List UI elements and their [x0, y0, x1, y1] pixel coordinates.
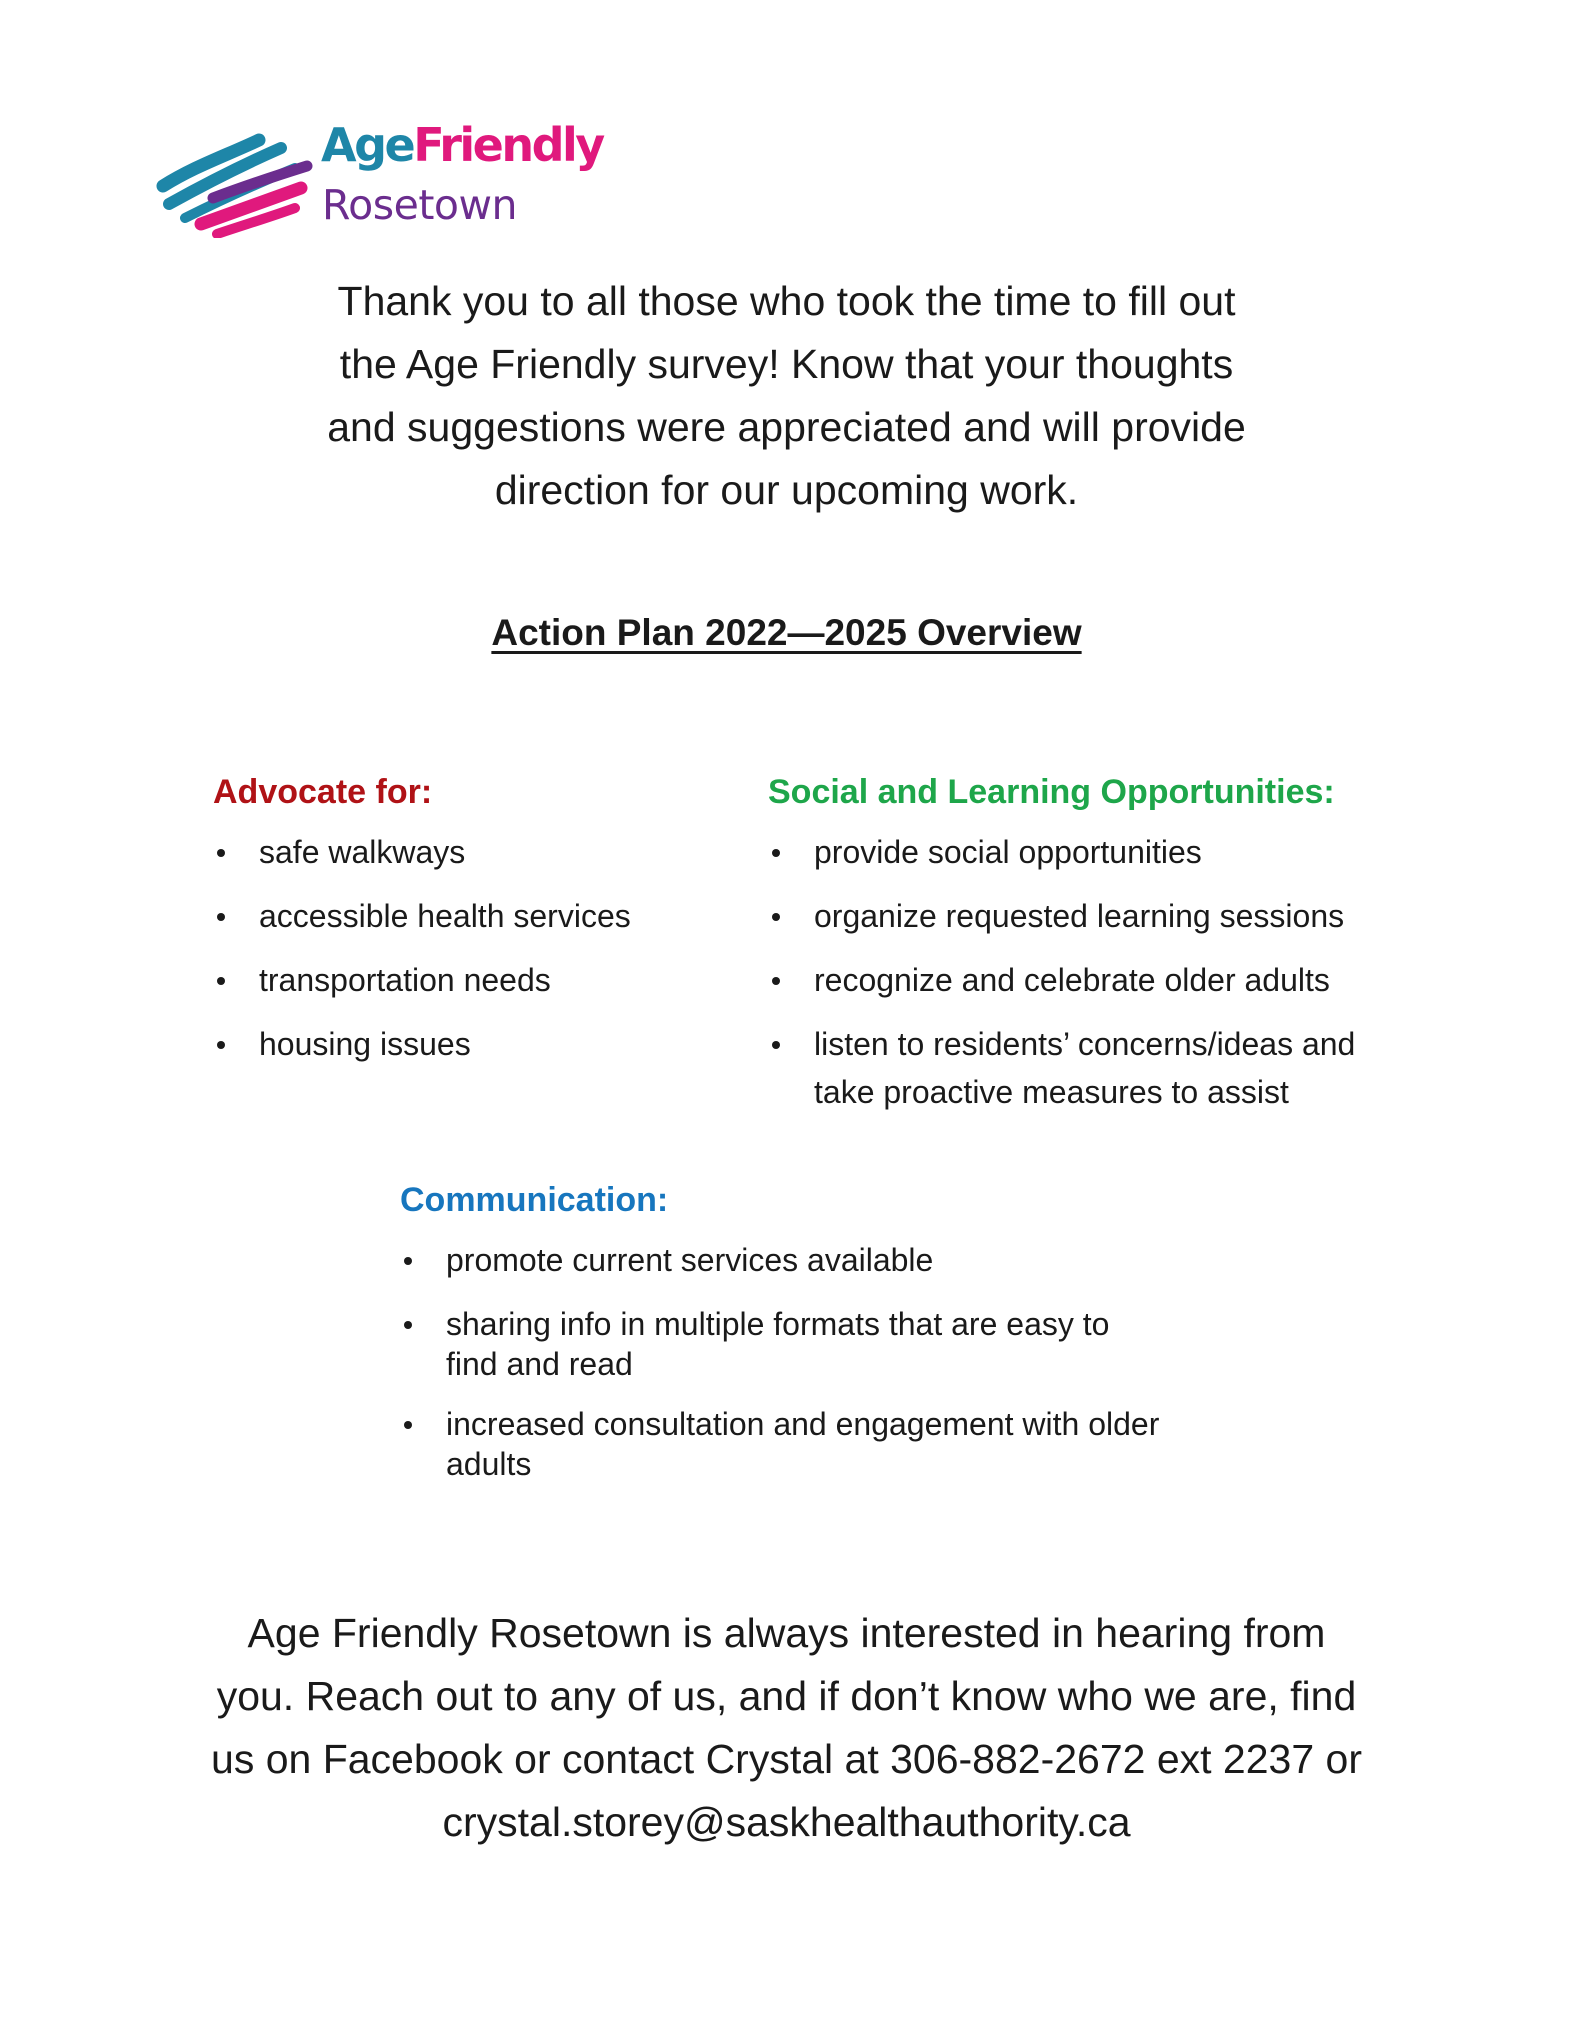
list-item: increased consultation and engagement with older adults — [400, 1400, 1166, 1484]
logo-word-friendly: Friendly — [413, 118, 603, 172]
age-friendly-rosetown-logo — [155, 118, 605, 238]
intro-line: the Age Friendly survey! Know that your thoughts — [339, 341, 1234, 387]
logo-word-rosetown: Rosetown — [322, 181, 517, 229]
logo-word-age: Age — [321, 118, 414, 172]
social-learning-list — [768, 828, 1468, 1116]
contact-line: Age Friendly Rosetown is always interested in hearing from — [247, 1610, 1326, 1656]
list-item: accessible health services — [213, 892, 733, 940]
list-item: transportation needs — [213, 956, 733, 1004]
brush-strokes-logo-icon — [155, 126, 315, 238]
social-learning-section — [768, 772, 1468, 1116]
intro-line: Thank you to all those who took the time to fill out — [337, 278, 1236, 324]
communication-section — [400, 1180, 1200, 1484]
list-item: organize requested learning sessions — [768, 892, 1468, 940]
action-plan-title: Action Plan 2022—2025 Overview — [491, 612, 1082, 653]
list-item: recognize and celebrate older adults — [768, 956, 1468, 1004]
list-item: listen to residents’ concerns/ideas and take proactive measures to assist — [768, 1020, 1414, 1116]
social-learning-heading: Social and Learning Opportunities: — [768, 773, 1335, 811]
list-item: sharing info in multiple formats that are easy to find and read — [400, 1300, 1166, 1384]
list-item: safe walkways — [213, 828, 733, 876]
advocate-heading: Advocate for: — [213, 773, 433, 811]
advocate-section — [213, 772, 733, 1068]
communication-list — [400, 1236, 1200, 1484]
intro-line: and suggestions were appreciated and will provide — [327, 404, 1246, 450]
intro-paragraph — [220, 270, 1353, 522]
intro-line: direction for our upcoming work. — [494, 467, 1079, 513]
advocate-list — [213, 828, 733, 1068]
list-item: promote current services available — [400, 1236, 1200, 1284]
contact-line: you. Reach out to any of us, and if don’t know who we are, find — [216, 1673, 1357, 1719]
list-item: housing issues — [213, 1020, 733, 1068]
contact-email: crystal.storey@saskhealthauthority.ca — [442, 1799, 1131, 1845]
contact-line: us on Facebook or contact Crystal at 306-882-2672 ext 2237 or — [211, 1736, 1362, 1782]
logo-wordmark-top — [321, 118, 603, 172]
list-item: provide social opportunities — [768, 828, 1468, 876]
contact-paragraph — [60, 1602, 1513, 1854]
communication-heading: Communication: — [400, 1181, 669, 1219]
